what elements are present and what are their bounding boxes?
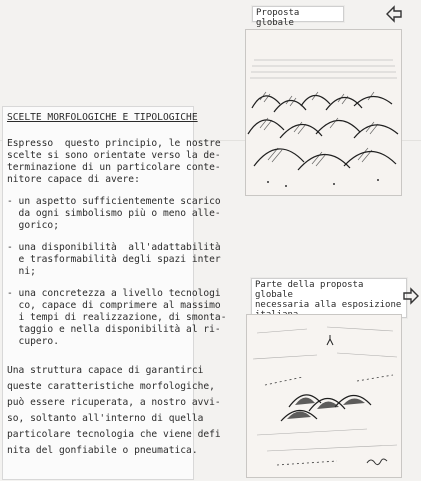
text-card bbox=[2, 106, 227, 480]
text-line: - una disponibilità all'adattabilità bbox=[7, 242, 221, 253]
section-heading: SCELTE MORFOLOGICHE E TIPOLOGICHE bbox=[7, 112, 198, 123]
text-line: Espresso questo principio, le nostre bbox=[7, 138, 221, 149]
label-line: Parte della proposta globale bbox=[255, 280, 364, 300]
inflatable-domes-sketch bbox=[246, 30, 401, 195]
text-line: nita del gonfiabile o pneumatica. bbox=[7, 445, 198, 456]
label-line: necessaria alla esposizione bbox=[255, 300, 402, 310]
text-line: co, capace di comprimere al massimo bbox=[7, 300, 221, 311]
text-line: da ogni simbolismo più o meno alle- bbox=[7, 208, 221, 219]
sketch-global-proposal bbox=[245, 29, 402, 196]
text-line: può essere ricuperata, a nostro avvi- bbox=[7, 397, 221, 408]
text-line: - un aspetto sufficientemente scarico bbox=[7, 196, 221, 207]
text-line: e trasformabilità degli spazi inter bbox=[7, 254, 221, 265]
text-line: - una concretezza a livello tecnologi bbox=[7, 288, 221, 299]
label-parte-proposta bbox=[251, 278, 407, 318]
label-text: Proposta globale bbox=[256, 8, 300, 28]
text-line: scelte si sono orientate verso la de- bbox=[7, 150, 221, 161]
text-line: Una struttura capace di garantirci bbox=[7, 365, 204, 376]
sketch-italian-exhibition bbox=[246, 314, 402, 478]
text-line: taggio e nella disponibilità al ri- bbox=[7, 324, 221, 335]
text-line: nitore capace di avere: bbox=[7, 174, 140, 185]
text-line: terminazione di un particolare conte- bbox=[7, 162, 221, 173]
text-line: i tempi di realizzazione, di smonta- bbox=[7, 312, 227, 323]
text-line: particolare tecnologia che viene defi bbox=[7, 429, 221, 440]
exhibition-domes-sketch bbox=[247, 315, 401, 477]
text-line: cupero. bbox=[7, 336, 59, 347]
label-proposta-globale bbox=[252, 6, 344, 28]
arrow-right-icon bbox=[402, 287, 420, 305]
text-line: so, soltanto all'interno di quella bbox=[7, 413, 204, 424]
text-line: ni; bbox=[7, 266, 36, 277]
text-line: gorico; bbox=[7, 220, 59, 231]
text-line: queste caratteristiche morfologiche, bbox=[7, 381, 215, 392]
arrow-left-icon bbox=[385, 5, 403, 23]
